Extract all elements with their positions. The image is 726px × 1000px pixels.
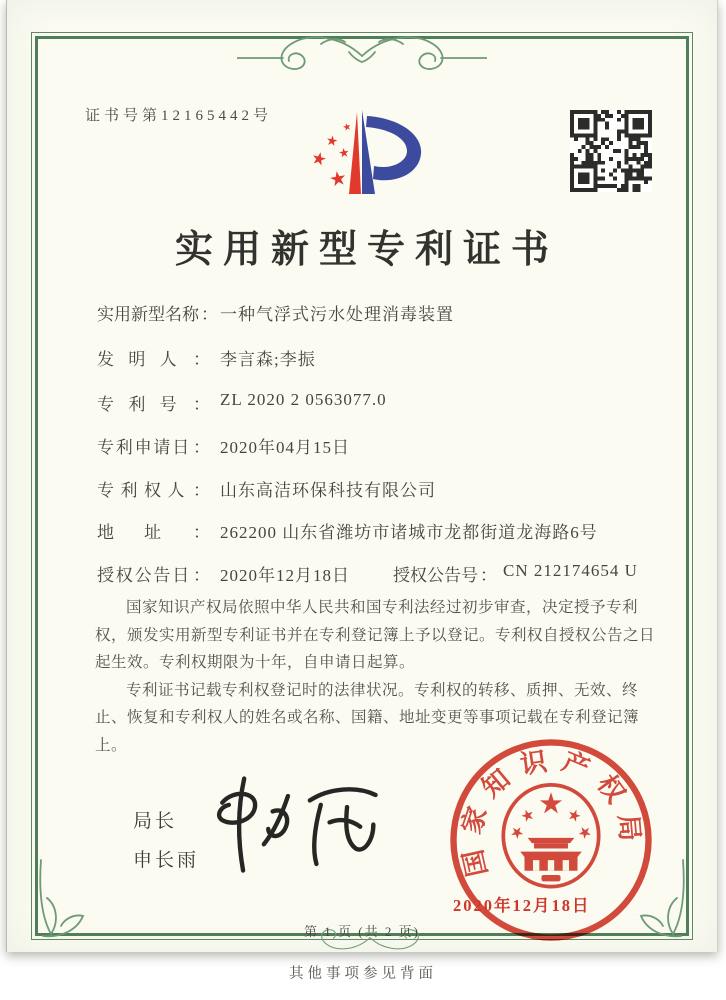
seal-date: 2020年12月18日 [453, 896, 591, 915]
field-row-grant [97, 561, 638, 587]
field-row-inventor [97, 345, 316, 371]
commissioner-signature-icon [205, 772, 395, 876]
commissioner-title: 局长 [133, 811, 178, 832]
legal-paragraph-1: 国家知识产权局依照中华人民共和国专利法经过初步审查，决定授予专利权，颁发实用新型专利证书并在专利登记簿上予以登记。专利权自授权公告之日起生效。专利权期限为十年，自申请日起算。 [95, 599, 656, 671]
seal-text: 国家知识产权局 [455, 744, 647, 880]
commissioner-block [133, 806, 199, 884]
field-value: 山东高洁环保科技有限公司 [220, 481, 436, 500]
field-value: 一种气浮式污水处理消毒装置 [220, 305, 454, 324]
field-row-filing-date [97, 433, 350, 459]
field-row-name [97, 300, 454, 326]
field-label: 发明人 ： [97, 345, 210, 370]
certificate-title: 实用新型专利证书 [174, 229, 559, 271]
field-label: 专利权人 ： [97, 476, 210, 501]
field-row-address [97, 518, 598, 544]
back-note: 其他事项参见背面 [289, 966, 437, 982]
field-row-patentee [97, 476, 436, 502]
field-row-patent-no [97, 390, 387, 416]
grant-date-value: 2020年12月18日 [220, 566, 350, 585]
grant-no-label: 授权公告号 ： [393, 561, 493, 586]
field-label: 专利号 ： [97, 390, 210, 415]
field-value: 李言森;李振 [220, 350, 316, 369]
certificate-number: 证书号第12165442号 [85, 108, 273, 124]
cnipa-logo-icon [295, 100, 437, 202]
field-label: 实用新型名称 ： [97, 300, 210, 325]
grant-no-value: CN 212174654 U [503, 561, 638, 580]
field-value: 2020年04月15日 [220, 438, 350, 457]
page-number: 第 1 页 (共 2 页) [304, 924, 420, 939]
legal-paragraph-2: 专利证书记载专利权登记时的法律状况。专利权的转移、质押、无效、终止、恢复和专利权人的姓名或名称、国籍、地址变更等事项记载在专利登记簿上。 [95, 681, 640, 754]
field-value: 262200 山东省潍坊市诸城市龙都街道龙海路6号 [220, 523, 598, 542]
qr-code [570, 110, 652, 192]
commissioner-name: 申长雨 [133, 850, 200, 871]
field-value: ZL 2020 2 0563077.0 [220, 390, 387, 409]
field-label: 专利申请日 ： [97, 433, 210, 458]
certificate-paper [6, 0, 718, 952]
field-label: 地址 ： [97, 518, 210, 543]
grant-date-label: 授权公告日 ： [97, 561, 210, 586]
